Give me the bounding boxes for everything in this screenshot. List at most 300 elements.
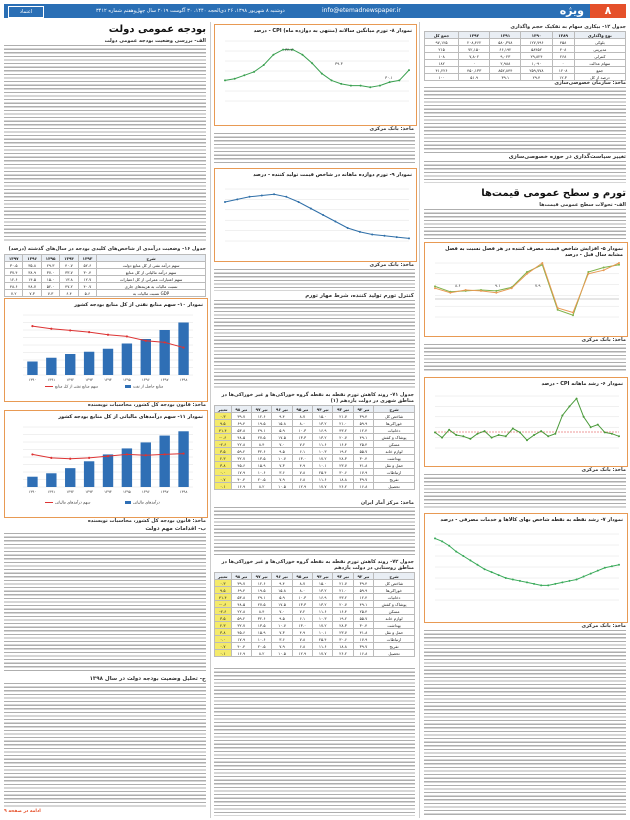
chart10-source: ماخذ: قانون بودجه کل کشور، محاسبات نویسنده	[87, 402, 206, 408]
table-cell: ۱۳.۰	[292, 622, 312, 629]
table-cell: ۰.۳	[215, 580, 232, 587]
series-cpi-point	[547, 435, 549, 437]
table-cell: ۷.۹	[272, 643, 292, 650]
table-cell: ۱۲.۹	[292, 650, 312, 657]
table-cell: ۳۲.۷	[231, 455, 251, 462]
continue-note[interactable]: ادامه در صفحه ۹	[4, 809, 41, 814]
series-annual-point	[321, 73, 323, 75]
table-cell: ۲,۹۸۸	[490, 60, 521, 67]
table-cell: ۵۹.۹	[353, 587, 373, 594]
table-cell: ۱۵.۸	[272, 587, 292, 594]
data-label: ۷.۹	[535, 283, 541, 288]
table-cell: ۱۱.۶	[313, 643, 333, 650]
table-cell: ۶۶,۱۹۲	[490, 46, 521, 53]
table-cell: مسکن	[374, 441, 415, 448]
table-cell: ۱۶.۸	[353, 483, 373, 490]
table-cell: ۴۱,۲۲۶	[425, 67, 459, 74]
table-row	[215, 441, 415, 448]
table-cell: ۳۹.۱	[490, 74, 521, 81]
series-annual-point	[311, 62, 313, 64]
share-point	[88, 457, 90, 459]
table-row	[215, 580, 415, 587]
table-header-cell: ۱۳۹۳	[78, 255, 96, 262]
table-cell: ۱۳.۸	[60, 276, 78, 283]
table-cell: ۱۵.۰	[41, 276, 59, 283]
table-cell: ۸.۲	[251, 650, 271, 657]
table-row	[215, 608, 415, 615]
table-cell: ۱۵.۹	[251, 629, 271, 636]
body-text	[424, 474, 626, 510]
table-cell: ۱۲.۴	[353, 427, 373, 434]
table-cell: ۳۰.۴	[353, 455, 373, 462]
table-cell: ۷.۸	[292, 636, 312, 643]
table-header-cell: ۹۸ تیر	[231, 573, 251, 580]
series-food-point	[526, 273, 528, 275]
table-cell: ۵۳.۸	[231, 594, 251, 601]
series-annual-point	[234, 78, 236, 80]
series-cpi-point-point	[618, 564, 620, 566]
table-cell: ۲۳.۷	[333, 462, 353, 469]
series-cpi-point-point	[476, 564, 478, 566]
series-cpi-point	[462, 435, 464, 437]
table-cell: شاخص کل	[374, 580, 415, 587]
table-header-cell: ۹۳ تیر	[333, 406, 353, 413]
table-header-cell: ۹۴ تیر	[313, 573, 333, 580]
tick-label: ۱۳۹۷	[160, 378, 169, 382]
newspaper-logo: اعتماد	[8, 6, 44, 18]
table-cell: ۳۹.۷	[353, 643, 373, 650]
table-cell: ۱۷.۹	[231, 636, 251, 643]
chart7-title: نمودار ۷- رشد نقطه به نقطه شاخص بهای کالاها و خدمات مصرفی - درصد	[440, 517, 623, 523]
table-cell: ۴۵.۶	[231, 462, 251, 469]
tick-label: ۱۳۹۸	[179, 490, 188, 494]
table-cell: ۲۷.۵	[251, 434, 271, 441]
table-cell: ۲۹,۸۲۴	[521, 53, 552, 60]
chart5-svg	[425, 259, 625, 331]
tick-label: ۱۳۹۴	[104, 490, 112, 494]
table-cell: ۱۷.۹	[353, 636, 373, 643]
series-cpi-point-point	[533, 583, 535, 585]
series-total-point	[587, 271, 589, 273]
table-mid	[214, 405, 415, 490]
series-food-point	[618, 262, 620, 264]
series-food-point	[557, 307, 559, 309]
table-cell: سهام عدالت	[574, 60, 625, 67]
page-number: ۸	[590, 4, 626, 18]
table-cell: ۶.۸	[292, 643, 312, 650]
series-cpi-point-point	[576, 578, 578, 580]
body-text	[214, 300, 415, 390]
series-total-point	[557, 309, 559, 311]
tick-label: ۱۳۹۶	[141, 490, 150, 494]
chart5-source: ماخذ: بانک مرکزی	[581, 337, 626, 343]
table-cell: تحصیل	[374, 650, 415, 657]
table-cell: ۵۹.۹	[353, 420, 373, 427]
body-text	[4, 533, 206, 673]
bar	[141, 339, 151, 375]
series-cpi-point-line	[435, 538, 619, 585]
series-annual-point	[360, 85, 362, 87]
series-cpi-point	[455, 434, 457, 436]
table-row	[215, 601, 415, 608]
series-cpi-point	[484, 430, 486, 432]
data-label: ۳۴.۷	[285, 47, 293, 52]
share-point	[182, 452, 184, 454]
chart8-source: ماخذ: بانک مرکزی	[369, 126, 414, 132]
table-row	[215, 434, 415, 441]
table-cell: ۴۱.۸	[353, 629, 373, 636]
table-cell: ۱۴.۵	[23, 276, 41, 283]
table-cell: خوراکی‌ها	[374, 587, 415, 594]
table-cell: ۱۱.۶	[313, 441, 333, 448]
table-cell: ۳.۸	[215, 462, 232, 469]
series-cpi-point-point	[512, 578, 514, 580]
table-row	[425, 39, 626, 46]
series-ppi-point	[236, 198, 238, 200]
table-cell: ۵۹.۲	[231, 615, 251, 622]
chart7-source: ماخذ: بانک مرکزی	[581, 623, 626, 629]
table-cell: ۱۰.۵	[272, 483, 292, 490]
table-cell: ۵۸۴۵۲	[521, 46, 552, 53]
table-cell: ۳۵.۸	[23, 262, 41, 269]
table-cell: ۱۰.۱	[313, 629, 333, 636]
table1-source: ماخذ: سازمان خصوصی‌سازی	[554, 80, 626, 86]
table-header-cell: تغییر	[215, 406, 232, 413]
table-cell: ۱۲.۶	[251, 580, 271, 587]
table-cell: ۲.۳	[215, 455, 232, 462]
table-cell: ۱۰.۳	[292, 427, 312, 434]
table-cell: ۵۵.۷	[353, 448, 373, 455]
table-row	[215, 469, 415, 476]
table-mid2	[214, 572, 415, 657]
table-cell: لوازم خانه	[374, 448, 415, 455]
table-cell: ۱,۰۹۰	[521, 60, 552, 67]
chart5-box	[424, 242, 628, 337]
table-cell: ارتباطات	[374, 636, 415, 643]
table-cell: ۱۵.۰	[313, 413, 333, 420]
subheading-inflation: الف- تحولات سطح عمومی قیمت‌ها	[539, 202, 626, 208]
table-header-cell: ۹۸ تیر	[231, 406, 251, 413]
table-cell: ۳۹.۷	[353, 476, 373, 483]
table-cell: ۱۹.۲	[333, 615, 353, 622]
bar	[141, 442, 151, 487]
table-cell: ۳۹.۷	[231, 413, 251, 420]
tick-label: ۱۳۹۵	[123, 490, 131, 494]
table-cell: ۴۱.۴	[215, 594, 232, 601]
series-annual-point	[408, 69, 410, 71]
table-cell: ۳۳.۷	[60, 269, 78, 276]
share-point	[88, 331, 90, 333]
table-cell: ۳.۵	[215, 615, 232, 622]
series-cpi-point-point	[604, 567, 606, 569]
series-cpi-point-point	[526, 581, 528, 583]
series-cpi-point-point	[484, 568, 486, 570]
series-cpi-point-point	[597, 570, 599, 572]
series-food-point	[572, 312, 574, 314]
table-cell: ۱۰.۳	[292, 594, 312, 601]
series-cpi-point-point	[441, 540, 443, 542]
table-row	[215, 455, 415, 462]
tick-label: ۱۳۹۴	[104, 378, 112, 382]
table-cell: ۱۶.۴	[333, 441, 353, 448]
table-cell: ۱۶.۹	[313, 427, 333, 434]
table-cell: ۳.۶	[272, 636, 292, 643]
series-cpi-line	[435, 399, 619, 441]
table-cell: ۱۰.۶	[251, 636, 271, 643]
table-cell: ۰	[552, 60, 574, 67]
table-cell: ۷.۳	[41, 290, 59, 297]
table-cell: تفریح	[374, 476, 415, 483]
series-annual-point	[224, 79, 226, 81]
table-cell: ۸.۴	[251, 441, 271, 448]
chart9-box	[214, 168, 417, 262]
table-header-cell: ۱۳۹۷	[5, 255, 23, 262]
table-header-cell: شرح	[374, 406, 415, 413]
series-annual-point	[282, 49, 284, 51]
table-header-cell: شرح	[97, 255, 206, 262]
table-cell: ۸.۷	[292, 580, 312, 587]
table-header-cell: ۹۷ تیر	[251, 573, 271, 580]
email-link[interactable]: info@etemadnewspaper.ir	[322, 7, 401, 14]
tick-label: ۱۳۹۳	[85, 378, 93, 382]
series-ppi-point	[249, 196, 251, 198]
table-cell: ۳۰.۴	[78, 269, 96, 276]
table-cell: ۱۶.۹	[231, 483, 251, 490]
table-cell: ۲۶۸	[552, 53, 574, 60]
series-cpi-point	[540, 430, 542, 432]
series-annual-point	[379, 85, 381, 87]
table-cell: ۲۱.۰	[333, 587, 353, 594]
share-point	[145, 454, 147, 456]
table-cell: مسکن	[374, 608, 415, 615]
table-header-cell: ۹۲ تیر	[353, 573, 373, 580]
table-cell: -۲.۶	[215, 441, 232, 448]
series-cpi-point	[618, 435, 620, 437]
heading-b: ب- اقدامات مهم دولت	[145, 526, 206, 532]
chart11-svg	[5, 423, 205, 513]
series-food-point	[480, 290, 482, 292]
table-cell: ۳.۸	[215, 629, 232, 636]
table-cell: ۱۲.۷	[78, 276, 96, 283]
series-food-point	[465, 289, 467, 291]
body-text	[424, 630, 626, 816]
table-cell: ۴۱.۴	[215, 427, 232, 434]
table-cell: ۱۵.۰	[313, 580, 333, 587]
table-row	[425, 67, 626, 74]
series-cpi-point	[590, 426, 592, 428]
heading-privatization: تغییر سیاست‌گذاری در حوزه خصوصی‌سازی	[508, 154, 626, 160]
table-header-cell: ۹۴ تیر	[313, 406, 333, 413]
table-cell: شاخص کل	[374, 413, 415, 420]
series-cpi-point	[441, 437, 443, 439]
table-cell: ۹.۴	[272, 413, 292, 420]
table-cell: ارتباطات	[374, 469, 415, 476]
table-cell: ۳۹.۴	[353, 413, 373, 420]
table-cell: ۷۲,۱۵۰	[459, 46, 490, 53]
table-cell: ۱۵.۸	[272, 420, 292, 427]
chart5-title: نمودار ۵- افزایش شاخص قیمت مصرف کننده در هر فصل نسبت به فصل مشابه سال قبل - درصد	[445, 246, 623, 258]
table-row	[215, 420, 415, 427]
table-cell: بهداشت	[374, 455, 415, 462]
bar	[27, 477, 37, 487]
legend-label: منابع حاصل از نفت	[133, 383, 164, 389]
table-cell: ۱۸.۸	[333, 643, 353, 650]
table-cell: ۱۹.۲	[333, 448, 353, 455]
table-cell: ۴۵.۶	[231, 629, 251, 636]
table-cell: ۱۷.۹	[231, 469, 251, 476]
chart10-svg	[5, 311, 205, 397]
series-ppi-point	[371, 234, 373, 236]
table-row	[425, 46, 626, 53]
table-cell: ۲۰.۷	[333, 601, 353, 608]
table-cell: ۲۵۹,۷۷۸	[521, 67, 552, 74]
data-label: ۹.۱	[495, 283, 501, 288]
table-cell: ۰.۰	[215, 636, 232, 643]
table-header-cell: ۱۳۸۹	[552, 32, 574, 39]
table-row	[5, 290, 206, 297]
data-label: ۳۹.۳	[335, 61, 343, 66]
body-text	[214, 133, 415, 165]
tick-label: ۱۳۹۰	[28, 378, 37, 382]
table-cell: ۱۶.۴	[333, 608, 353, 615]
table-cell: ۱۲.۳	[552, 74, 574, 81]
table-cell: ۵.۶	[78, 290, 96, 297]
bar	[27, 362, 37, 376]
table-cell: ۱۲.۴	[353, 594, 373, 601]
table-header-cell: جمع کل	[425, 32, 459, 39]
table-cell: ۴۸.۵	[231, 434, 251, 441]
chart8-svg	[215, 37, 414, 121]
series-food-point	[603, 269, 605, 271]
table-cell: ۱۳.۲	[313, 601, 333, 608]
table-cell: ۵۲.۰	[41, 283, 59, 290]
table-header-cell: شرح	[374, 573, 415, 580]
table-cell: ۱۲۰۸	[552, 67, 574, 74]
table-header-cell: ۹۶ تیر	[272, 406, 292, 413]
legend-label: سهم منابع نفتی از کل منابع	[55, 383, 99, 389]
table-cell: ۴.۹	[292, 629, 312, 636]
chart6-source: ماخذ: بانک مرکزی	[581, 467, 626, 473]
table-cell: ۱۳.۳	[292, 601, 312, 608]
table-cell: ۰.۰	[215, 469, 232, 476]
table-cell: ۲۲.۸	[231, 608, 251, 615]
chart11-box	[4, 410, 208, 518]
table-cell: ۷.۲	[292, 608, 312, 615]
table-cell: ۴۹.۱	[353, 601, 373, 608]
heading-ppi: کنترل تورم تولید کننده، شرط مهار تورم	[305, 293, 414, 299]
heading-budget: بودجه عمومی دولت	[108, 24, 206, 35]
table-cell: ۱۰۸	[425, 53, 459, 60]
table-cell: خوراکی‌ها	[374, 420, 415, 427]
table-cell: ۴۸.۶	[5, 283, 23, 290]
table-cell: ۷.۲	[292, 441, 312, 448]
share-point	[31, 325, 33, 327]
table-cell: ۲۰.۵	[251, 476, 271, 483]
table-cell: ۱۷.۵	[272, 601, 292, 608]
page-header	[4, 4, 626, 18]
table-cell: ۰.۳	[215, 413, 232, 420]
series-annual-line	[225, 50, 409, 88]
share-point	[126, 453, 128, 455]
bar	[46, 358, 56, 375]
table-header-cell: ۹۵ تیر	[292, 573, 312, 580]
table-cell: ۳۰.۵	[5, 262, 23, 269]
series-annual-point	[398, 79, 400, 81]
table-row	[215, 615, 415, 622]
table-cell: -۰.۶	[215, 601, 232, 608]
series-cpi-point	[505, 435, 507, 437]
chart9-svg	[215, 185, 414, 257]
table-cell: ۱۹.۵	[251, 587, 271, 594]
table-header-cell: ۹۳ تیر	[333, 573, 353, 580]
issue-date: دوشنبه ۸ شهریور ۱۳۹۸، ۲۶ ذی‌الحجه ۱۴۴۰، ۳۰ آگوست ۲۰۱۹ سال چهل‌وهفتم شماره ۳۴۱۲	[96, 8, 285, 14]
body-text	[424, 344, 626, 372]
series-cpi-point-point	[498, 574, 500, 576]
table-cell: پوشاک و کفش	[374, 601, 415, 608]
table-cell: ۱۳.۰	[292, 455, 312, 462]
table-cell: ۲.۳	[215, 622, 232, 629]
table-cell: جمع	[574, 67, 625, 74]
table-cell: ۷,۸۰۲	[459, 53, 490, 60]
body-text	[424, 87, 626, 153]
series-cpi-point	[583, 416, 585, 418]
table-row	[215, 594, 415, 601]
bar	[84, 352, 94, 375]
table-cell: ۲۲.۸	[231, 441, 251, 448]
series-annual-point	[263, 64, 265, 66]
series-annual-point	[369, 86, 371, 88]
table-cell: ۴۰.۴	[231, 643, 251, 650]
table-cell: ۰.۷	[215, 643, 232, 650]
table-row	[215, 476, 415, 483]
series-cpi-point-point	[540, 584, 542, 586]
tick-label: ۱۳۹۸	[179, 378, 188, 382]
series-annual-point	[350, 85, 352, 87]
table-cell: ۲۹.۴	[521, 74, 552, 81]
series-ppi-point	[396, 236, 398, 238]
table-cell: ۹.۵	[272, 448, 292, 455]
table-cell: ۳.۶	[272, 469, 292, 476]
series-food-point	[495, 292, 497, 294]
table-cell: ۴.۹	[292, 462, 312, 469]
tick-label: ۱۳۹۱	[47, 378, 56, 382]
series-total-point	[618, 264, 620, 266]
table-row	[215, 650, 415, 657]
table-cell: ۹,۰۲۳	[490, 53, 521, 60]
share-point	[107, 455, 109, 457]
table-cell: دخانیات	[374, 594, 415, 601]
table-cell: ۱۷.۷	[313, 650, 333, 657]
table-cell: پوشاک و کفش	[374, 434, 415, 441]
series-food-point	[587, 273, 589, 275]
table-row	[215, 483, 415, 490]
table-row	[5, 269, 206, 276]
table-cell: ۲۰.۷	[333, 434, 353, 441]
table-cell: ۸.۰	[292, 587, 312, 594]
table-cell: ۴۰۸	[552, 46, 574, 53]
table-cell: ۸.۴	[251, 608, 271, 615]
series-cpi-point-point	[561, 581, 563, 583]
series-annual-point	[389, 81, 391, 83]
series-cpi-point	[533, 434, 535, 436]
series-ppi-point	[224, 201, 226, 203]
table-row	[215, 587, 415, 594]
table-cell: ۲۰۸,۴۶۲	[459, 39, 490, 46]
series-cpi-point	[498, 434, 500, 436]
series-ppi-point	[334, 221, 336, 223]
table-cell: ۱۶.۸	[353, 650, 373, 657]
table-cell: ۳۲.۶	[251, 615, 271, 622]
